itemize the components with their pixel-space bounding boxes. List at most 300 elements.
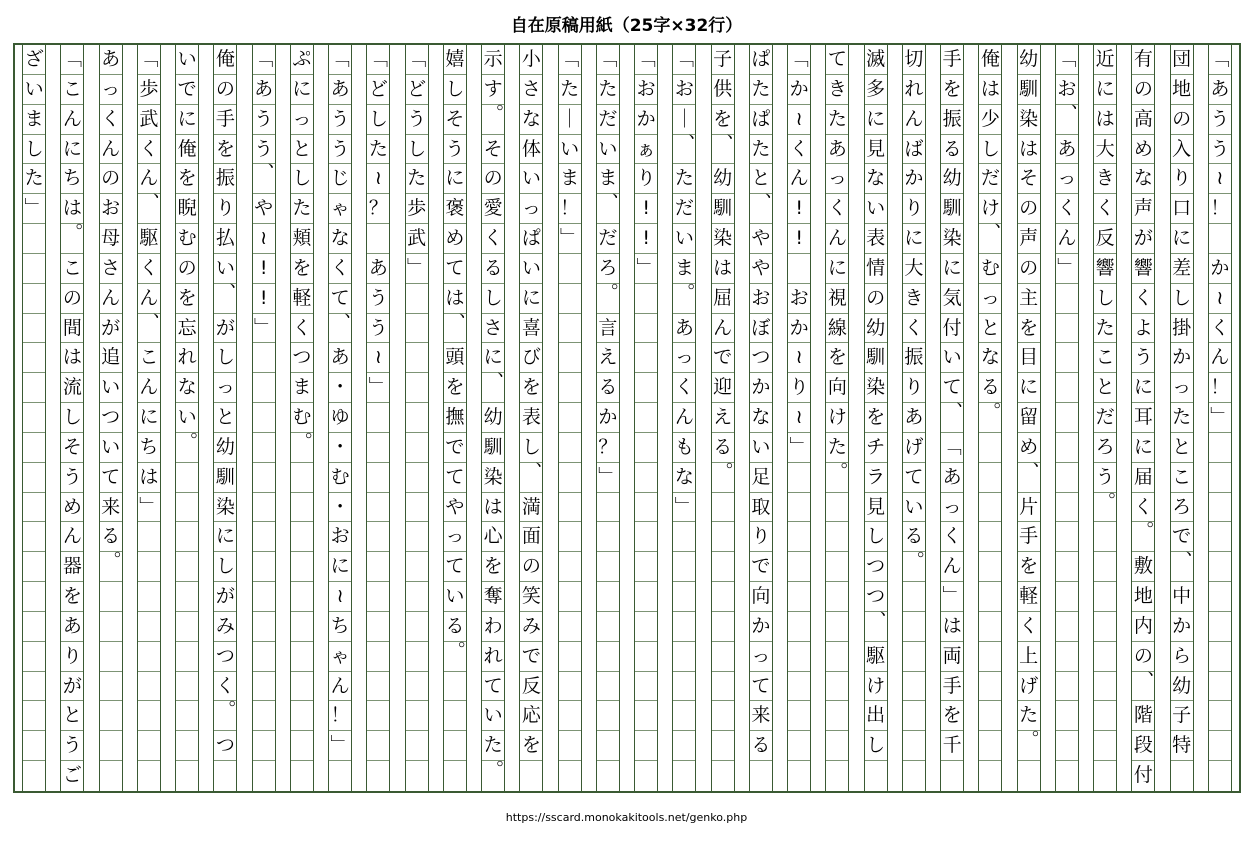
manuscript-cell: を <box>941 701 963 731</box>
manuscript-cell: し <box>865 522 887 552</box>
manuscript-cell: け <box>979 194 1001 224</box>
manuscript-cell: ︒ <box>979 403 1001 433</box>
manuscript-cell: 頭 <box>444 343 466 373</box>
manuscript-cell <box>367 731 389 761</box>
manuscript-cell: 視 <box>826 284 848 314</box>
manuscript-cell: ち <box>61 164 83 194</box>
manuscript-cell: 体 <box>520 135 542 165</box>
manuscript-cell: っ <box>214 373 236 403</box>
manuscript-cell: あ <box>826 135 848 165</box>
manuscript-cell <box>979 672 1001 702</box>
manuscript-cell: ま <box>291 373 313 403</box>
manuscript-cell: 馴 <box>214 463 236 493</box>
manuscript-cell <box>559 612 581 642</box>
manuscript-cell: に <box>1132 433 1154 463</box>
manuscript-cell <box>253 403 275 433</box>
manuscript-cell: ︒ <box>176 433 198 463</box>
manuscript-cell: ︒ <box>1094 493 1116 523</box>
manuscript-cell: り <box>903 373 925 403</box>
manuscript-cell: に <box>1132 373 1154 403</box>
manuscript-cell: の <box>61 284 83 314</box>
manuscript-cell <box>597 642 619 672</box>
manuscript-cell: ﹂ <box>1056 254 1078 284</box>
manuscript-cell <box>138 612 160 642</box>
manuscript-cell <box>635 373 657 403</box>
manuscript-cell: ≀ <box>367 164 389 194</box>
manuscript-cell: っ <box>826 164 848 194</box>
manuscript-cell <box>1056 701 1078 731</box>
manuscript-cell <box>1209 642 1231 672</box>
manuscript-cell: 近 <box>1094 45 1116 75</box>
manuscript-cell: 幼 <box>865 314 887 344</box>
manuscript-cell <box>979 463 1001 493</box>
manuscript-cell: 段 <box>1132 731 1154 761</box>
manuscript-cell: 反 <box>1094 224 1116 254</box>
manuscript-cell: 片 <box>1018 493 1040 523</box>
manuscript-cell: ︒ <box>214 701 236 731</box>
manuscript-cell: い <box>520 164 542 194</box>
manuscript-cell: あ <box>941 463 963 493</box>
manuscript-cell: れ <box>482 642 504 672</box>
manuscript-cell <box>559 701 581 731</box>
manuscript-column <box>252 45 276 791</box>
manuscript-cell: 母 <box>100 224 122 254</box>
manuscript-cell: ん <box>61 105 83 135</box>
manuscript-cell: 屈 <box>712 284 734 314</box>
manuscript-cell: に <box>1094 75 1116 105</box>
manuscript-cell: ! <box>635 224 657 254</box>
manuscript-cell: ≀ <box>788 343 810 373</box>
manuscript-column <box>1093 45 1117 791</box>
manuscript-cell: っ <box>1171 373 1193 403</box>
manuscript-cell: 見 <box>865 135 887 165</box>
manuscript-cell: 手 <box>1018 522 1040 552</box>
manuscript-cell <box>367 582 389 612</box>
manuscript-cell: 入 <box>1171 135 1193 165</box>
manuscript-cell: ︑ <box>750 194 772 224</box>
manuscript-cell: な <box>750 403 772 433</box>
manuscript-cell: を <box>520 731 542 761</box>
manuscript-cell: る <box>903 522 925 552</box>
manuscript-column <box>481 45 505 791</box>
manuscript-cell: た <box>750 135 772 165</box>
manuscript-cell <box>673 582 695 612</box>
manuscript-cell <box>712 552 734 582</box>
manuscript-cell: い <box>673 224 695 254</box>
manuscript-cell: 面 <box>520 522 542 552</box>
manuscript-cell: 嬉 <box>444 45 466 75</box>
manuscript-cell: ≀ <box>367 343 389 373</box>
manuscript-cell <box>1209 433 1231 463</box>
manuscript-cell <box>176 582 198 612</box>
manuscript-cell <box>788 582 810 612</box>
manuscript-cell: は <box>941 612 963 642</box>
manuscript-cell: し <box>444 75 466 105</box>
manuscript-column <box>825 45 849 791</box>
manuscript-cell <box>559 373 581 403</box>
manuscript-cell <box>406 701 428 731</box>
manuscript-cell: あ <box>100 45 122 75</box>
manuscript-cell <box>1094 731 1116 761</box>
manuscript-cell: め <box>1132 135 1154 165</box>
manuscript-cell: て <box>444 254 466 284</box>
manuscript-cell <box>176 672 198 702</box>
manuscript-cell: ︑ <box>138 194 160 224</box>
manuscript-cell <box>367 224 389 254</box>
manuscript-cell <box>635 403 657 433</box>
manuscript-cell: 振 <box>903 343 925 373</box>
manuscript-cell <box>1171 761 1193 791</box>
manuscript-cell: む <box>291 403 313 433</box>
manuscript-cell: た <box>291 194 313 224</box>
manuscript-cell: ｜ <box>559 105 581 135</box>
manuscript-cell: 染 <box>865 373 887 403</box>
manuscript-cell <box>329 761 351 791</box>
manuscript-cell: 表 <box>865 224 887 254</box>
manuscript-column <box>99 45 123 791</box>
manuscript-cell <box>1209 672 1231 702</box>
manuscript-cell: て <box>444 552 466 582</box>
manuscript-cell: は <box>979 75 1001 105</box>
manuscript-cell <box>406 433 428 463</box>
manuscript-cell: て <box>750 672 772 702</box>
manuscript-cell: お <box>100 194 122 224</box>
manuscript-cell <box>826 522 848 552</box>
manuscript-cell <box>23 433 45 463</box>
manuscript-cell: 供 <box>712 75 734 105</box>
manuscript-cell: ︒ <box>903 552 925 582</box>
manuscript-cell: い <box>176 403 198 433</box>
manuscript-cell: 心 <box>482 522 504 552</box>
manuscript-cell: か <box>635 105 657 135</box>
manuscript-cell <box>788 701 810 731</box>
manuscript-cell <box>826 672 848 702</box>
manuscript-cell: 器 <box>61 552 83 582</box>
manuscript-cell: に <box>520 284 542 314</box>
manuscript-cell: に <box>1018 373 1040 403</box>
manuscript-cell: ︑ <box>520 463 542 493</box>
manuscript-cell <box>291 582 313 612</box>
manuscript-cell <box>367 552 389 582</box>
manuscript-cell: て <box>826 45 848 75</box>
manuscript-cell: ！ <box>559 194 581 224</box>
manuscript-cell: 大 <box>1094 135 1116 165</box>
manuscript-cell <box>367 642 389 672</box>
manuscript-cell: み <box>214 612 236 642</box>
manuscript-cell <box>826 761 848 791</box>
manuscript-cell <box>712 672 734 702</box>
manuscript-cell: ぱ <box>750 105 772 135</box>
manuscript-cell: と <box>61 701 83 731</box>
manuscript-cell: る <box>100 522 122 552</box>
manuscript-cell <box>673 672 695 702</box>
manuscript-cell: お <box>673 75 695 105</box>
manuscript-cell: は <box>482 493 504 523</box>
manuscript-cell: つ <box>750 343 772 373</box>
manuscript-cell: ﹂ <box>597 463 619 493</box>
manuscript-cell <box>1094 642 1116 672</box>
manuscript-cell: さ <box>520 75 542 105</box>
manuscript-cell: 主 <box>1018 284 1040 314</box>
manuscript-cell <box>1094 582 1116 612</box>
manuscript-cell <box>903 701 925 731</box>
manuscript-cell: ﹁ <box>1056 45 1078 75</box>
manuscript-cell <box>444 672 466 702</box>
manuscript-cell <box>444 701 466 731</box>
manuscript-cell: い <box>520 254 542 284</box>
manuscript-column <box>711 45 735 791</box>
manuscript-cell: 幼 <box>941 164 963 194</box>
manuscript-cell: 滅 <box>865 45 887 75</box>
manuscript-cell: ん <box>138 284 160 314</box>
manuscript-cell: 幼 <box>1018 45 1040 75</box>
manuscript-cell: き <box>826 75 848 105</box>
source-url: https://sscard.monokakitools.net/genko.php <box>505 811 748 824</box>
manuscript-cell: 見 <box>865 493 887 523</box>
manuscript-cell: り <box>214 194 236 224</box>
page-title: 自在原稿用紙（25字×32行） <box>510 16 743 36</box>
manuscript-cell: を <box>1018 552 1040 582</box>
manuscript-cell: を <box>712 105 734 135</box>
manuscript-cell: し <box>214 552 236 582</box>
manuscript-cell <box>1056 403 1078 433</box>
manuscript-cell: ﹁ <box>597 45 619 75</box>
manuscript-cell: や <box>253 194 275 224</box>
manuscript-cell: う <box>367 314 389 344</box>
manuscript-cell <box>138 701 160 731</box>
manuscript-cell: ︑ <box>1056 105 1078 135</box>
manuscript-cell: 差 <box>1171 254 1193 284</box>
manuscript-cell <box>253 582 275 612</box>
manuscript-cell: 奪 <box>482 582 504 612</box>
manuscript-cell: ! <box>788 224 810 254</box>
manuscript-cell: あ <box>1209 75 1231 105</box>
manuscript-cell: 馴 <box>865 343 887 373</box>
manuscript-cell: あ <box>253 75 275 105</box>
manuscript-column <box>1017 45 1041 791</box>
manuscript-cell <box>253 672 275 702</box>
manuscript-cell: は <box>712 254 734 284</box>
manuscript-cell: ぷ <box>291 45 313 75</box>
manuscript-cell: ﹂ <box>253 314 275 344</box>
manuscript-column <box>443 45 467 791</box>
manuscript-cell: ・ <box>329 373 351 403</box>
manuscript-cell: わ <box>482 612 504 642</box>
manuscript-cell: 駆 <box>865 642 887 672</box>
manuscript-cell: く <box>673 373 695 403</box>
manuscript-cell <box>23 522 45 552</box>
manuscript-cell <box>23 731 45 761</box>
manuscript-cell: た <box>23 164 45 194</box>
manuscript-cell: 情 <box>865 254 887 284</box>
manuscript-cell: る <box>979 373 1001 403</box>
manuscript-cell: く <box>329 254 351 284</box>
manuscript-cell: 上 <box>1018 642 1040 672</box>
manuscript-cell: ま <box>23 105 45 135</box>
manuscript-cell: か <box>903 164 925 194</box>
manuscript-cell: う <box>253 135 275 165</box>
manuscript-cell <box>597 672 619 702</box>
manuscript-cell: い <box>176 45 198 75</box>
manuscript-cell <box>23 493 45 523</box>
manuscript-cell: 応 <box>520 701 542 731</box>
manuscript-cell: か <box>750 373 772 403</box>
manuscript-cell: う <box>367 284 389 314</box>
manuscript-cell: ≀ <box>1209 164 1231 194</box>
manuscript-cell: を <box>826 343 848 373</box>
manuscript-cell: い <box>100 433 122 463</box>
manuscript-cell: ﹂ <box>367 373 389 403</box>
manuscript-cell <box>23 314 45 344</box>
manuscript-cell <box>367 403 389 433</box>
manuscript-cell <box>712 582 734 612</box>
manuscript-cell <box>1056 731 1078 761</box>
manuscript-column <box>978 45 1002 791</box>
manuscript-cell: あ <box>329 343 351 373</box>
manuscript-cell: 軽 <box>291 284 313 314</box>
manuscript-column <box>213 45 237 791</box>
manuscript-cell <box>1209 493 1231 523</box>
manuscript-cell <box>826 612 848 642</box>
manuscript-cell <box>712 701 734 731</box>
manuscript-cell: っ <box>520 194 542 224</box>
manuscript-cell: ん <box>826 224 848 254</box>
manuscript-cell: い <box>214 254 236 284</box>
manuscript-cell <box>597 493 619 523</box>
manuscript-cell: 目 <box>1018 343 1040 373</box>
manuscript-cell: く <box>214 672 236 702</box>
manuscript-cell <box>406 493 428 523</box>
manuscript-cell: げ <box>1018 672 1040 702</box>
manuscript-cell <box>673 731 695 761</box>
manuscript-cell: そ <box>482 135 504 165</box>
manuscript-cell: ﹂ <box>788 433 810 463</box>
manuscript-cell: ≀ <box>788 105 810 135</box>
manuscript-cell <box>138 582 160 612</box>
manuscript-cell: ん <box>1056 224 1078 254</box>
manuscript-cell: 地 <box>1132 582 1154 612</box>
manuscript-cell <box>406 284 428 314</box>
manuscript-cell: て <box>941 373 963 403</box>
manuscript-cell <box>1209 522 1231 552</box>
manuscript-column <box>405 45 429 791</box>
manuscript-cell: っ <box>100 75 122 105</box>
manuscript-cell <box>1094 552 1116 582</box>
manuscript-cell: ば <box>903 135 925 165</box>
manuscript-cell: は <box>61 194 83 224</box>
manuscript-cell <box>903 731 925 761</box>
manuscript-cell <box>635 642 657 672</box>
manuscript-cell <box>788 522 810 552</box>
manuscript-cell <box>673 701 695 731</box>
manuscript-cell: の <box>1132 75 1154 105</box>
manuscript-cell: ！ <box>329 701 351 731</box>
manuscript-cell: 払 <box>214 224 236 254</box>
manuscript-cell <box>23 612 45 642</box>
manuscript-cell: し <box>1094 284 1116 314</box>
manuscript-cell: み <box>520 612 542 642</box>
manuscript-cell: や <box>750 254 772 284</box>
manuscript-cell <box>100 731 122 761</box>
manuscript-cell <box>406 672 428 702</box>
manuscript-cell: が <box>61 672 83 702</box>
manuscript-cell <box>253 761 275 791</box>
manuscript-cell <box>597 701 619 731</box>
manuscript-cell <box>635 672 657 702</box>
manuscript-cell: ﹁ <box>406 45 428 75</box>
manuscript-column <box>137 45 161 791</box>
manuscript-cell: つ <box>865 582 887 612</box>
manuscript-cell <box>826 642 848 672</box>
manuscript-cell: っ <box>941 493 963 523</box>
manuscript-cell: ︑ <box>482 373 504 403</box>
manuscript-cell: ﹂ <box>941 582 963 612</box>
manuscript-cell <box>979 493 1001 523</box>
manuscript-cell: と <box>750 164 772 194</box>
manuscript-cell: 大 <box>903 254 925 284</box>
manuscript-cell: え <box>597 343 619 373</box>
manuscript-cell: け <box>865 672 887 702</box>
manuscript-cell: ︒ <box>100 552 122 582</box>
manuscript-cell: き <box>1094 164 1116 194</box>
manuscript-cell: し <box>520 433 542 463</box>
manuscript-cell: 出 <box>865 701 887 731</box>
manuscript-cell: 表 <box>520 403 542 433</box>
manuscript-cell <box>712 493 734 523</box>
manuscript-cell: 線 <box>826 314 848 344</box>
manuscript-cell: や <box>444 493 466 523</box>
manuscript-cell: な <box>979 343 1001 373</box>
manuscript-cell: ﹁ <box>941 433 963 463</box>
manuscript-cell <box>1209 224 1231 254</box>
manuscript-cell: く <box>903 314 925 344</box>
manuscript-cell: ﹂ <box>138 493 160 523</box>
manuscript-cell: こ <box>1094 343 1116 373</box>
manuscript-cell: し <box>406 135 428 165</box>
manuscript-cell: 口 <box>1171 194 1193 224</box>
manuscript-column <box>175 45 199 791</box>
manuscript-cell: ﹁ <box>367 45 389 75</box>
manuscript-cell: 俺 <box>979 45 1001 75</box>
manuscript-cell: と <box>214 403 236 433</box>
manuscript-cell <box>673 642 695 672</box>
manuscript-cell: を <box>865 403 887 433</box>
manuscript-cell: っ <box>673 343 695 373</box>
manuscript-cell: の <box>865 284 887 314</box>
manuscript-cell: お <box>788 284 810 314</box>
manuscript-cell: う <box>329 105 351 135</box>
manuscript-cell <box>23 403 45 433</box>
manuscript-cell: し <box>865 731 887 761</box>
manuscript-column <box>558 45 582 791</box>
manuscript-cell: い <box>482 701 504 731</box>
manuscript-cell <box>559 522 581 552</box>
manuscript-cell <box>712 761 734 791</box>
manuscript-cell: 声 <box>1018 224 1040 254</box>
manuscript-cell: ﹁ <box>138 45 160 75</box>
manuscript-cell: 内 <box>1132 612 1154 642</box>
manuscript-cell <box>1056 522 1078 552</box>
manuscript-cell: た <box>597 75 619 105</box>
manuscript-cell: ざ <box>23 45 45 75</box>
manuscript-cell <box>1094 522 1116 552</box>
manuscript-cell: ん <box>1209 343 1231 373</box>
manuscript-cell: に <box>214 522 236 552</box>
manuscript-cell: に <box>903 224 925 254</box>
manuscript-cell: で <box>520 642 542 672</box>
manuscript-cell: る <box>482 254 504 284</box>
manuscript-cell <box>100 642 122 672</box>
